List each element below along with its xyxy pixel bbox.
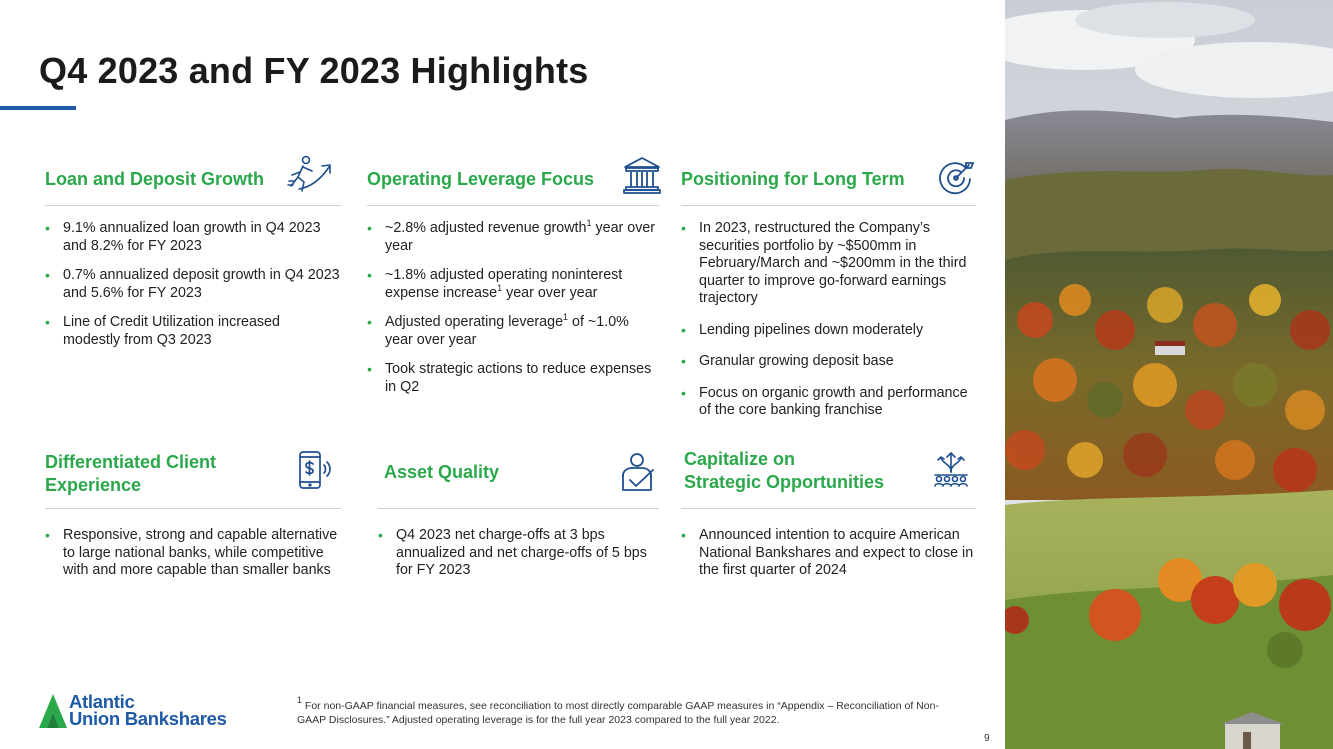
bullet-list	[367, 220, 659, 408]
section-differentiated-client-experience	[45, 453, 341, 623]
running-person-arrow-icon	[287, 155, 337, 195]
list-item: • Focus on organic growth and performance of the core banking franchise	[681, 385, 976, 420]
section-header	[367, 150, 659, 206]
logo-mark-icon	[39, 694, 67, 728]
mobile-payment-icon	[297, 450, 333, 490]
page-number: 9	[984, 733, 990, 744]
bullet-list	[681, 220, 976, 432]
bullet-list	[45, 220, 341, 361]
list-item: • Adjusted operating leverage$^1$ of ~1.0% year over year	[367, 314, 659, 349]
section-title: Differentiated Client Experience	[45, 452, 217, 495]
section-header	[45, 453, 341, 509]
company-logo	[39, 693, 259, 729]
section-positioning-long-term	[681, 150, 976, 450]
list-item: • Granular growing deposit base	[681, 353, 976, 371]
section-capitalize-strategic-opportunities	[681, 449, 976, 623]
bank-building-icon	[622, 155, 662, 195]
section-header	[378, 453, 659, 509]
list-item: • ~1.8% adjusted operating noninterest expense increase$^1$ year over year	[367, 267, 659, 302]
list-item: • Lending pipelines down moderately	[681, 322, 976, 340]
bullet-list	[681, 527, 976, 592]
list-item: • Responsive, strong and capable alternative to large national banks, while competitive with and more capable than smaller banks	[45, 527, 341, 580]
section-title: Operating Leverage Focus	[367, 169, 595, 189]
footnote: $^1$ For non-GAAP financial measures, see reconciliation to most directly comparable GAAP measures in “Appendix – Reconciliation of Non-GAAP Disclosures.” Adjusted operating leverage is for the full year 2023 compared to the full year 2022.	[297, 695, 939, 726]
section-operating-leverage-focus	[367, 150, 659, 400]
section-title: Capitalize on Strategic Opportunities	[684, 449, 885, 492]
list-item: • Took strategic actions to reduce expenses in Q2	[367, 361, 659, 396]
list-item: • Announced intention to acquire American National Bankshares and expect to close in the first quarter of 2024	[681, 527, 976, 580]
target-arrow-icon	[939, 159, 975, 195]
list-item: • In 2023, restructured the Company’s securities portfolio by ~$500mm in February/March and ~$200mm in the third quarter to improve go-forward earnings trajectory	[681, 220, 976, 308]
list-item: • 0.7% annualized deposit growth in Q4 2023 and 5.6% for FY 2023	[45, 267, 341, 302]
bullet-list	[378, 527, 659, 592]
list-item: • Line of Credit Utilization increased modestly from Q3 2023	[45, 314, 341, 349]
section-title: Loan and Deposit Growth	[45, 169, 264, 189]
logo-text: Atlantic Union Bankshares	[69, 691, 227, 729]
list-item: • Q4 2023 net charge-offs at 3 bps annualized and net charge-offs of 5 bps for FY 2023	[378, 527, 659, 580]
bullet-list	[45, 527, 341, 592]
section-header	[681, 150, 976, 206]
person-checkmark-icon	[620, 452, 656, 494]
section-header	[681, 449, 976, 509]
autumn-landscape-photo	[1005, 0, 1333, 749]
list-item: • ~2.8% adjusted revenue growth$^1$ year over year	[367, 220, 659, 255]
section-title: Positioning for Long Term	[681, 169, 905, 189]
section-asset-quality	[378, 453, 659, 623]
section-loan-deposit-growth	[45, 150, 341, 390]
list-item: • 9.1% annualized loan growth in Q4 2023 and 8.2% for FY 2023	[45, 220, 341, 255]
network-arrows-icon	[931, 450, 971, 488]
title-underline	[0, 106, 76, 110]
section-title: Asset Quality	[384, 462, 500, 482]
section-header	[45, 150, 341, 206]
page-title: Q4 2023 and FY 2023 Highlights	[39, 50, 589, 91]
